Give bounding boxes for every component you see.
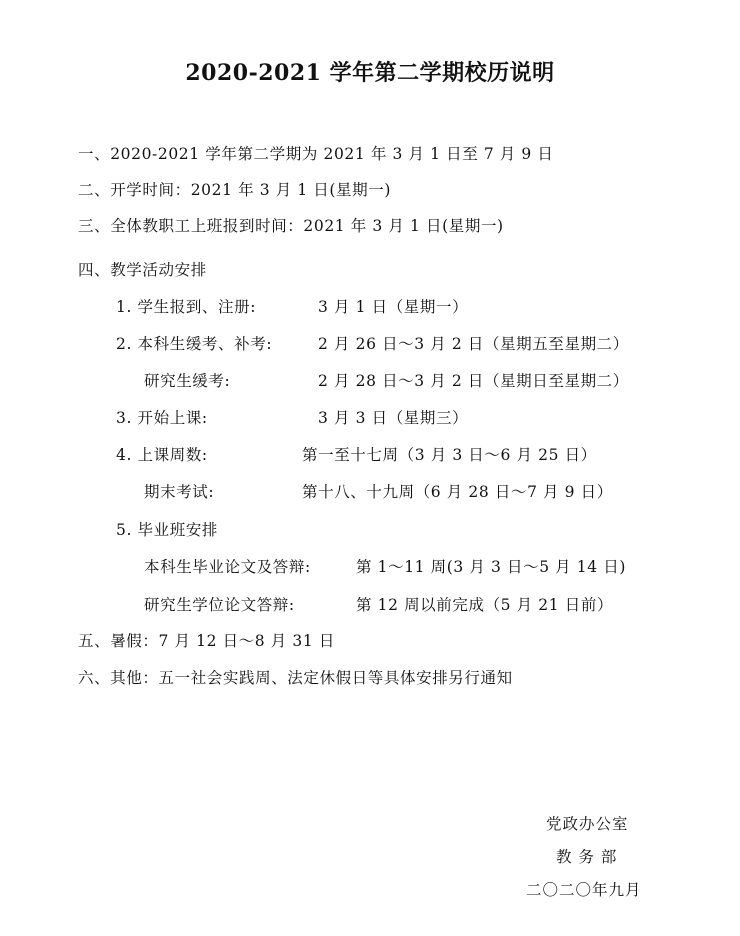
activity-1-label: 1. 学生报到、注册: [116, 298, 257, 316]
activity-1-value: 3 月 1 日（星期一） [318, 298, 469, 316]
activity-3-value: 3 月 3 日（星期三） [318, 409, 469, 427]
item-2-start-date: 二、开学时间：2021 年 3 月 1 日(星期一) [78, 181, 391, 199]
activity-5b-label: 研究生学位论文答辩: [144, 596, 295, 614]
activity-2b-value: 2 月 28 日～3 月 2 日（星期日至星期二） [318, 372, 629, 390]
activity-2-value: 2 月 26 日～3 月 2 日（星期五至星期二） [318, 335, 629, 353]
activity-4b-value: 第十八、十九周（6 月 28 日～7 月 9 日） [302, 483, 613, 501]
item-1-semester-dates: 一、2020-2021 学年第二学期为 2021 年 3 月 1 日至 7 月 9 日 [78, 145, 554, 163]
activity-5a-label: 本科生毕业论文及答辩: [144, 558, 311, 576]
item-5-summer-vacation: 五、暑假：7 月 12 日～8 月 31 日 [78, 632, 335, 650]
activity-4b-label: 期末考试: [144, 483, 215, 501]
activity-4-value: 第一至十七周（3 月 3 日～6 月 25 日） [302, 446, 597, 464]
signature-office: 党政办公室 [546, 815, 629, 833]
item-4-teaching-activities-heading: 四、教学活动安排 [78, 261, 207, 279]
activity-5-heading: 5. 毕业班安排 [116, 521, 219, 539]
activity-2b-label: 研究生缓考: [144, 372, 231, 390]
signature-department: 教 务 部 [556, 848, 618, 866]
item-3-staff-report-date: 三、全体教职工上班报到时间：2021 年 3 月 1 日(星期一) [78, 217, 504, 235]
activity-5b-value: 第 12 周以前完成（5 月 21 日前） [356, 596, 614, 614]
document-title: 2020-2021 学年第二学期校历说明 [185, 60, 555, 86]
signature-date: 二〇二〇年九月 [526, 881, 642, 899]
activity-5a-value: 第 1～11 周(3 月 3 日～5 月 14 日) [356, 558, 627, 576]
activity-3-label: 3. 开始上课: [116, 409, 208, 427]
item-6-other-notice: 六、其他：五一社会实践周、法定休假日等具体安排另行通知 [78, 669, 513, 687]
activity-2-label: 2. 本科生缓考、补考: [116, 335, 273, 353]
activity-4-label: 4. 上课周数: [116, 446, 208, 464]
